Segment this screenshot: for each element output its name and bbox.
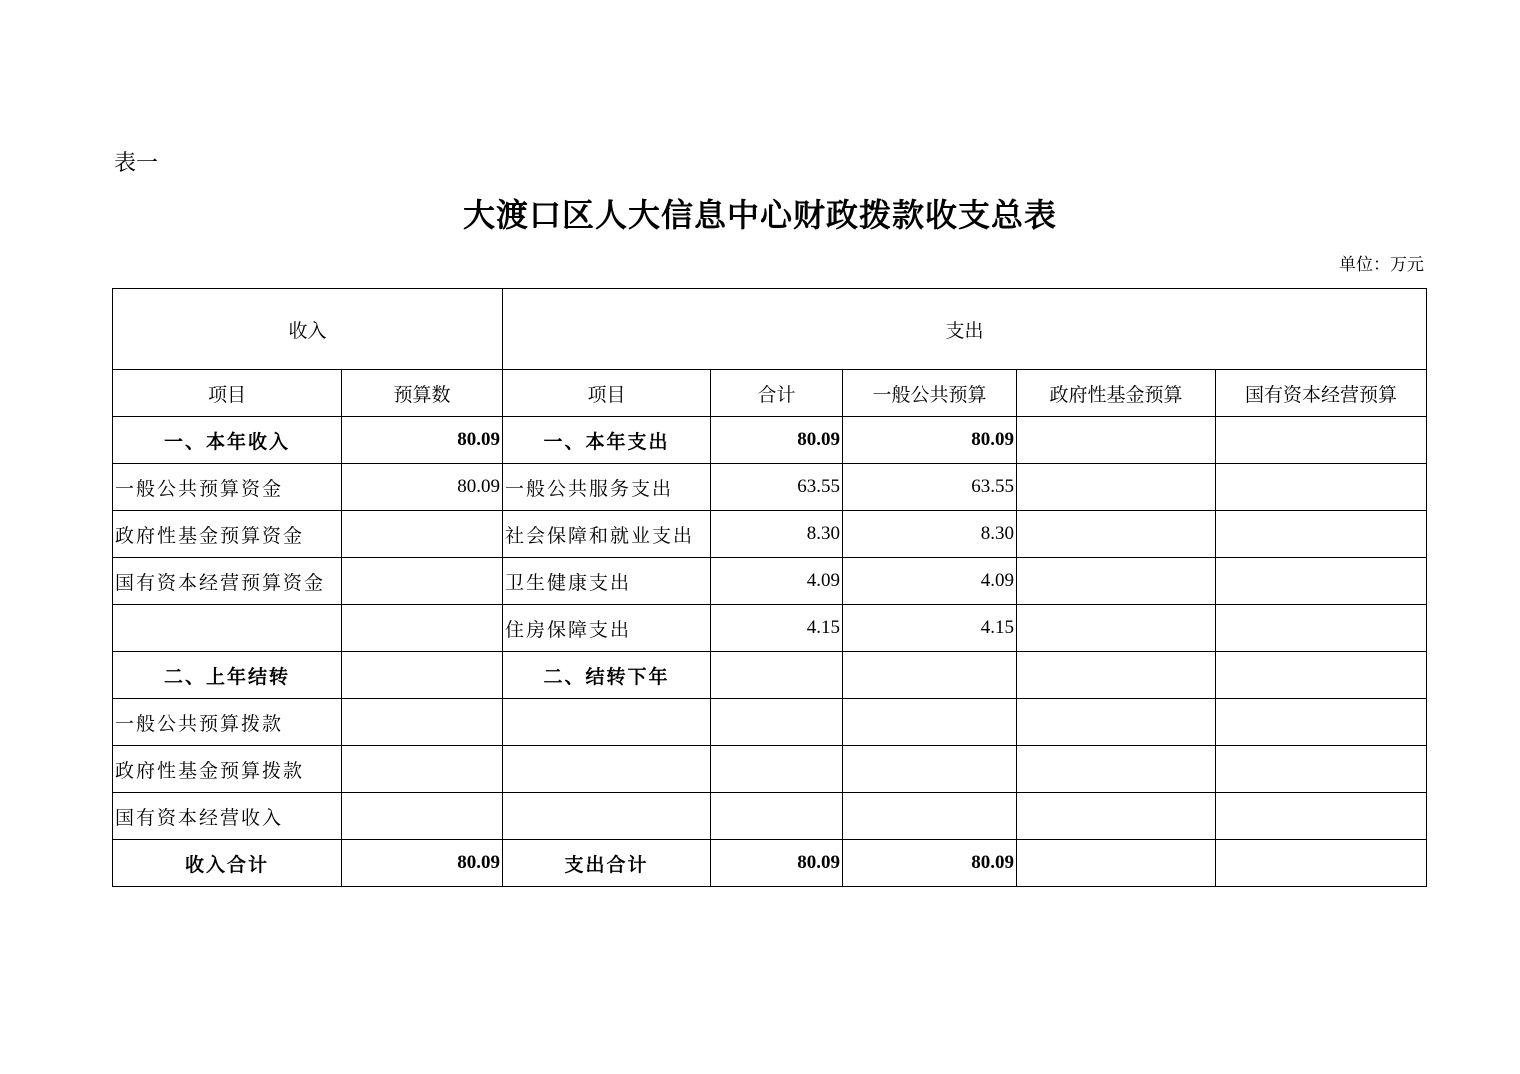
table-row	[113, 746, 1427, 793]
general-value	[843, 746, 1017, 793]
state-capital-value	[1216, 417, 1427, 464]
state-capital-value	[1216, 511, 1427, 558]
total-value	[711, 652, 843, 699]
state-capital-value	[1216, 746, 1427, 793]
state-capital-value	[1216, 699, 1427, 746]
income-item: 政府性基金预算拨款	[113, 746, 342, 793]
general-value	[843, 652, 1017, 699]
general-value: 80.09	[843, 840, 1017, 887]
gov-fund-value	[1017, 840, 1216, 887]
income-value: 80.09	[342, 417, 503, 464]
expense-item	[503, 746, 711, 793]
general-value	[843, 793, 1017, 840]
table-row	[113, 793, 1427, 840]
gov-fund-value	[1017, 417, 1216, 464]
total-header: 合计	[711, 370, 843, 417]
gov-fund-value	[1017, 793, 1216, 840]
income-value	[342, 605, 503, 652]
state-capital-header: 国有资本经营预算	[1216, 370, 1427, 417]
general-value: 4.09	[843, 558, 1017, 605]
table-row	[113, 417, 1427, 464]
table-row	[113, 652, 1427, 699]
gov-fund-value	[1017, 746, 1216, 793]
expense-item: 卫生健康支出	[503, 558, 711, 605]
general-value: 8.30	[843, 511, 1017, 558]
income-item: 二、上年结转	[113, 652, 342, 699]
general-value: 4.15	[843, 605, 1017, 652]
total-value: 63.55	[711, 464, 843, 511]
income-value	[342, 652, 503, 699]
state-capital-value	[1216, 605, 1427, 652]
total-value: 80.09	[711, 417, 843, 464]
total-value	[711, 746, 843, 793]
state-capital-value	[1216, 652, 1427, 699]
general-value: 63.55	[843, 464, 1017, 511]
income-value: 80.09	[342, 464, 503, 511]
income-value	[342, 699, 503, 746]
total-value	[711, 699, 843, 746]
expense-total-label: 支出合计	[503, 840, 711, 887]
income-item: 国有资本经营收入	[113, 793, 342, 840]
expense-item-header: 项目	[503, 370, 711, 417]
income-section-header: 收入	[113, 289, 503, 370]
document-title: 大渡口区人大信息中心财政拨款收支总表	[462, 196, 1057, 234]
expense-item: 社会保障和就业支出	[503, 511, 711, 558]
income-value	[342, 511, 503, 558]
expense-item	[503, 793, 711, 840]
expense-item: 二、结转下年	[503, 652, 711, 699]
gov-fund-value	[1017, 605, 1216, 652]
total-value	[711, 793, 843, 840]
table-number: 表一	[114, 151, 159, 176]
table-row	[113, 511, 1427, 558]
general-budget-header: 一般公共预算	[843, 370, 1017, 417]
income-total-value: 80.09	[342, 840, 503, 887]
gov-fund-value	[1017, 464, 1216, 511]
totals-row	[113, 840, 1427, 887]
finance-summary-table	[112, 288, 1427, 887]
state-capital-value	[1216, 793, 1427, 840]
income-total-label: 收入合计	[113, 840, 342, 887]
income-item: 国有资本经营预算资金	[113, 558, 342, 605]
table-row	[113, 699, 1427, 746]
gov-fund-value	[1017, 558, 1216, 605]
gov-fund-value	[1017, 652, 1216, 699]
table-row	[113, 558, 1427, 605]
income-item	[113, 605, 342, 652]
gov-fund-value	[1017, 511, 1216, 558]
table-row	[113, 464, 1427, 511]
income-item: 政府性基金预算资金	[113, 511, 342, 558]
income-item: 一、本年收入	[113, 417, 342, 464]
gov-fund-value	[1017, 699, 1216, 746]
total-value: 4.09	[711, 558, 843, 605]
expense-item	[503, 699, 711, 746]
general-value	[843, 699, 1017, 746]
expense-item: 一般公共服务支出	[503, 464, 711, 511]
general-value: 80.09	[843, 417, 1017, 464]
total-value: 80.09	[711, 840, 843, 887]
income-value	[342, 793, 503, 840]
expense-item: 一、本年支出	[503, 417, 711, 464]
income-budget-header: 预算数	[342, 370, 503, 417]
total-value: 4.15	[711, 605, 843, 652]
expense-item: 住房保障支出	[503, 605, 711, 652]
column-header-row	[113, 370, 1427, 417]
income-item-header: 项目	[113, 370, 342, 417]
income-item: 一般公共预算资金	[113, 464, 342, 511]
total-value: 8.30	[711, 511, 843, 558]
gov-fund-header: 政府性基金预算	[1017, 370, 1216, 417]
expense-section-header: 支出	[503, 289, 1427, 370]
income-item: 一般公共预算拨款	[113, 699, 342, 746]
state-capital-value	[1216, 464, 1427, 511]
unit-label: 单位：万元	[1339, 255, 1424, 275]
state-capital-value	[1216, 840, 1427, 887]
state-capital-value	[1216, 558, 1427, 605]
table-row	[113, 605, 1427, 652]
income-value	[342, 746, 503, 793]
income-value	[342, 558, 503, 605]
section-header-row	[113, 289, 1427, 370]
